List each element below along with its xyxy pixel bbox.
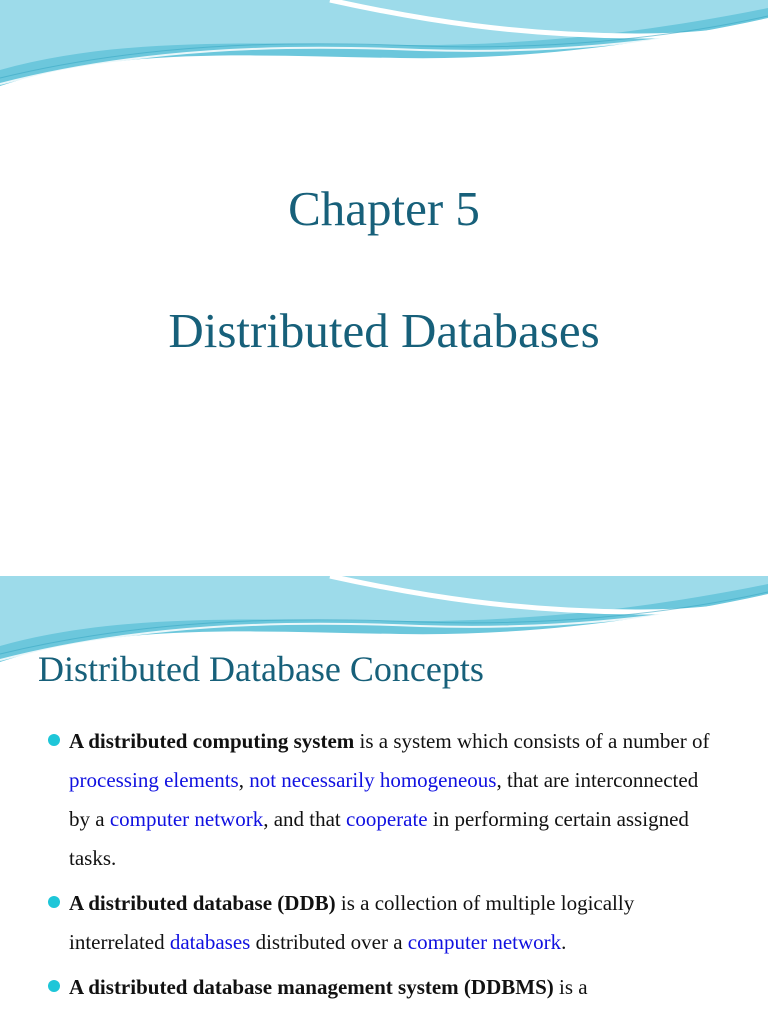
bullet-dot-icon	[48, 896, 60, 908]
keyword: not necessarily homogeneous	[249, 768, 497, 792]
text: is a system which consists of a number of	[354, 729, 710, 753]
text: distributed over a	[250, 930, 408, 954]
keyword: computer network	[407, 930, 562, 954]
term: A distributed database management system (DDBMS)	[69, 975, 554, 999]
bullet-item	[0, 884, 768, 962]
slide-title: Chapter 5	[288, 181, 480, 236]
bullet-item	[0, 968, 768, 1007]
text: , that are interconnected by a	[69, 768, 699, 831]
slide-subtitle: Distributed Databases	[168, 303, 600, 358]
bullet-list	[0, 722, 768, 1013]
keyword: cooperate	[346, 807, 428, 831]
term: A distributed computing system	[69, 729, 355, 753]
bullet-dot-icon	[48, 980, 60, 992]
text: ,	[238, 768, 250, 792]
term: A distributed database (DDB)	[69, 891, 336, 915]
concepts-slide	[0, 576, 768, 1024]
bullet-item	[0, 722, 768, 878]
text: .	[561, 930, 567, 954]
text: in performing certain assigned tasks.	[69, 807, 689, 870]
keyword: computer network	[109, 807, 264, 831]
text: is a	[553, 975, 588, 999]
bullet-dot-icon	[48, 734, 60, 746]
keyword: processing elements	[69, 768, 239, 792]
text: , and that	[263, 807, 347, 831]
decorative-wave-header	[0, 0, 768, 100]
text: is a collection of multiple logically interrelated	[69, 891, 635, 954]
keyword: databases	[169, 930, 251, 954]
slide-heading: Distributed Database Concepts	[38, 649, 484, 689]
